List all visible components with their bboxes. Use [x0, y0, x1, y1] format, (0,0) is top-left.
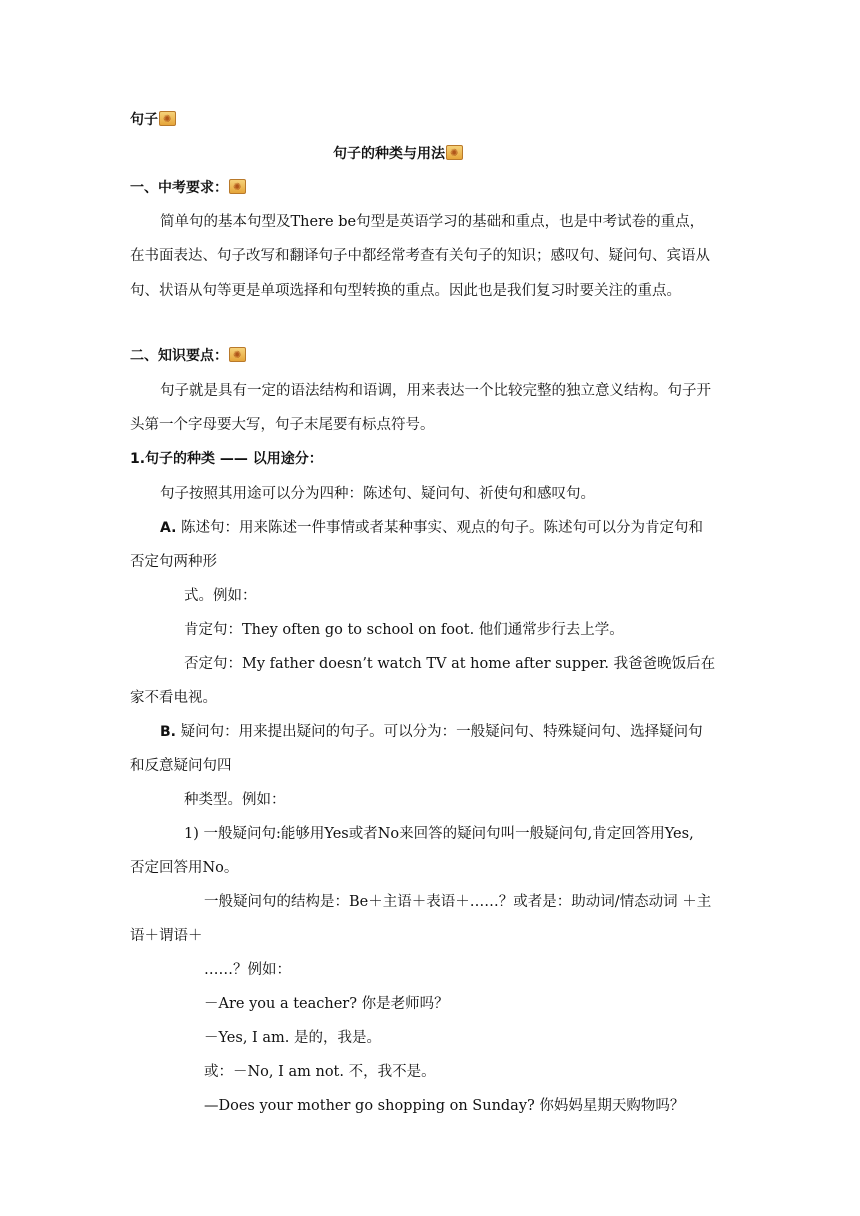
paragraph-line: 简单句的基本句型及There be句型是英语学习的基础和重点，也是中考试卷的重点， — [160, 214, 705, 230]
attachment-folder-icon[interactable] — [229, 179, 246, 194]
paragraph-line: 句、状语从句等更是单项选择和句型转换的重点。因此也是我们复习时要关注的重点。 — [130, 283, 681, 299]
paragraph-line: 头第一个字母要大写，句子末尾要有标点符号。 — [130, 417, 435, 433]
doc-title: 句子 — [130, 112, 158, 128]
paragraph-line: 句子就是具有一定的语法结构和语调，用来表达一个比较完整的独立意义结构。句子开 — [160, 383, 711, 399]
paragraph-line: 在书面表达、句子改写和翻译句子中都经常考查有关句子的知识；感叹句、疑问句、宾语从 — [130, 248, 710, 264]
item-a-label: A. — [160, 520, 177, 536]
item-b-label: B. — [160, 724, 176, 740]
doc-subtitle-line — [0, 144, 796, 164]
section-heading-1-text: 一、中考要求： — [130, 180, 228, 196]
example-line: 或：－No, I am not. 不，我不是。 — [204, 1064, 436, 1080]
paragraph-line: 式。例如： — [184, 588, 257, 604]
doc-subtitle: 句子的种类与用法 — [333, 146, 445, 162]
doc-title-line — [130, 110, 176, 130]
paragraph-line: 句子按照其用途可以分为四种：陈述句、疑问句、祈使句和感叹句。 — [160, 486, 595, 502]
paragraph-line: 语＋谓语＋ — [130, 928, 203, 944]
example-line: —Does your mother go shopping on Sunday? 你妈妈星期天购物吗？ — [204, 1098, 685, 1114]
attachment-folder-icon[interactable] — [229, 347, 246, 362]
point-heading-1: 1.句子的种类 —— 以用途分： — [130, 451, 323, 467]
section-heading-1 — [130, 178, 246, 198]
paragraph-line: 否定句两种形 — [130, 554, 217, 570]
paragraph-line: 一般疑问句的结构是：Be＋主语＋表语＋……？或者是：助动词/情态动词 ＋主 — [204, 894, 712, 910]
attachment-folder-icon[interactable] — [159, 111, 176, 126]
section-heading-2-text: 二、知识要点： — [130, 348, 228, 364]
paragraph-line: 1) 一般疑问句:能够用Yes或者No来回答的疑问句叫一般疑问句,肯定回答用Yes, — [184, 826, 694, 842]
example-line: －Yes, I am. 是的，我是。 — [204, 1030, 382, 1046]
item-a-line — [160, 518, 703, 538]
paragraph-line: 和反意疑问句四 — [130, 758, 232, 774]
section-heading-2 — [130, 346, 246, 366]
item-b-line — [160, 722, 703, 742]
paragraph-line: 否定回答用No。 — [130, 860, 239, 876]
paragraph-line: 种类型。例如： — [184, 792, 286, 808]
example-line: －Are you a teacher? 你是老师吗？ — [204, 996, 449, 1012]
example-line: 否定句：My father doesn’t watch TV at home after supper. 我爸爸晚饭后在 — [184, 656, 716, 672]
attachment-folder-icon[interactable] — [446, 145, 463, 160]
paragraph-line: ……？例如： — [204, 962, 291, 978]
item-a-text: 陈述句：用来陈述一件事情或者某种事实、观点的句子。陈述句可以分为肯定句和 — [181, 520, 704, 536]
item-b-text: 疑问句：用来提出疑问的句子。可以分为：一般疑问句、特殊疑问句、选择疑问句 — [180, 724, 703, 740]
example-line: 肯定句：They often go to school on foot. 他们通常步行去上学。 — [184, 622, 624, 638]
example-line: 家不看电视。 — [130, 690, 217, 706]
